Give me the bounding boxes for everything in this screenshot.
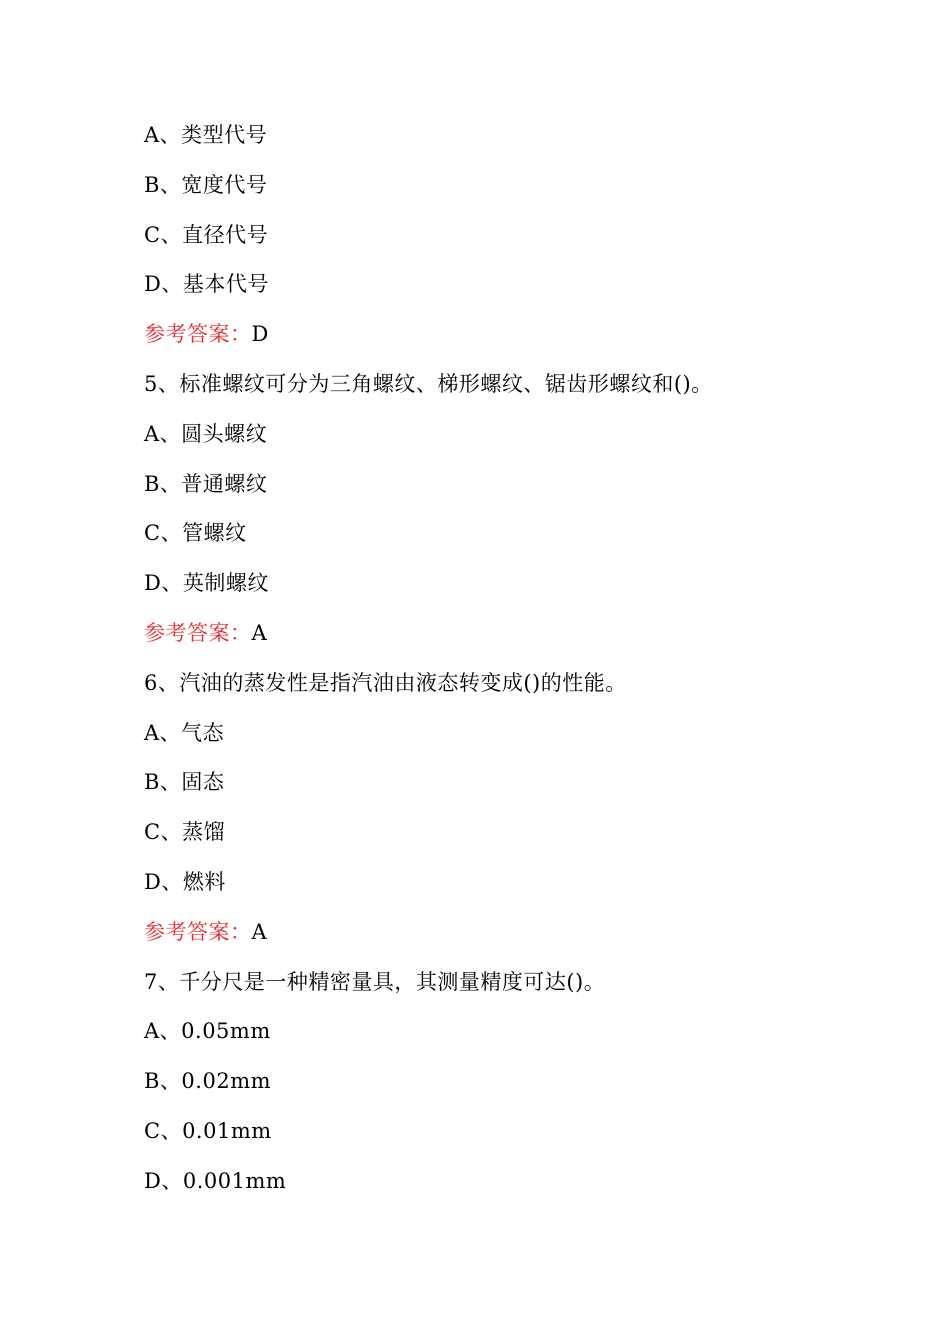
- question-stem: 7、千分尺是一种精密量具，其测量精度可达()。: [144, 969, 606, 994]
- option-c: C、直径代号: [144, 222, 269, 247]
- option-d: D、燃料: [144, 869, 226, 894]
- option-b: B、固态: [144, 770, 225, 795]
- option-a: A、0.05mm: [144, 1019, 271, 1044]
- option-a: A、类型代号: [144, 123, 268, 147]
- reference-answer: [144, 609, 904, 659]
- option-b: B、宽度代号: [144, 172, 268, 197]
- option-c: C、蒸馏: [144, 820, 226, 845]
- answer-label: 参考答案：: [144, 919, 252, 944]
- option-b: B、0.02mm: [144, 1069, 272, 1094]
- question-stem: 6、汽油的蒸发性是指汽油由液态转变成()的性能。: [144, 670, 627, 695]
- option-a: A、圆头螺纹: [144, 421, 268, 446]
- reference-answer: [144, 908, 904, 958]
- option-d: D、基本代号: [144, 272, 269, 297]
- answer-value: D: [251, 322, 269, 347]
- option-c: C、管螺纹: [144, 521, 247, 546]
- answer-label: 参考答案：: [144, 322, 252, 347]
- option-a: A、气态: [144, 720, 225, 745]
- option-d: D、英制螺纹: [144, 571, 269, 596]
- option-d: D、0.001mm: [144, 1168, 287, 1193]
- answer-value: A: [251, 620, 268, 645]
- question-list: [144, 111, 904, 1207]
- answer-label: 参考答案：: [144, 620, 252, 645]
- option-c: C、0.01mm: [144, 1118, 272, 1143]
- option-b: B、普通螺纹: [144, 471, 268, 496]
- answer-value: A: [251, 919, 268, 944]
- question-stem: 5、标准螺纹可分为三角螺纹、梯形螺纹、锯齿形螺纹和()。: [144, 371, 713, 396]
- reference-answer: [144, 310, 904, 360]
